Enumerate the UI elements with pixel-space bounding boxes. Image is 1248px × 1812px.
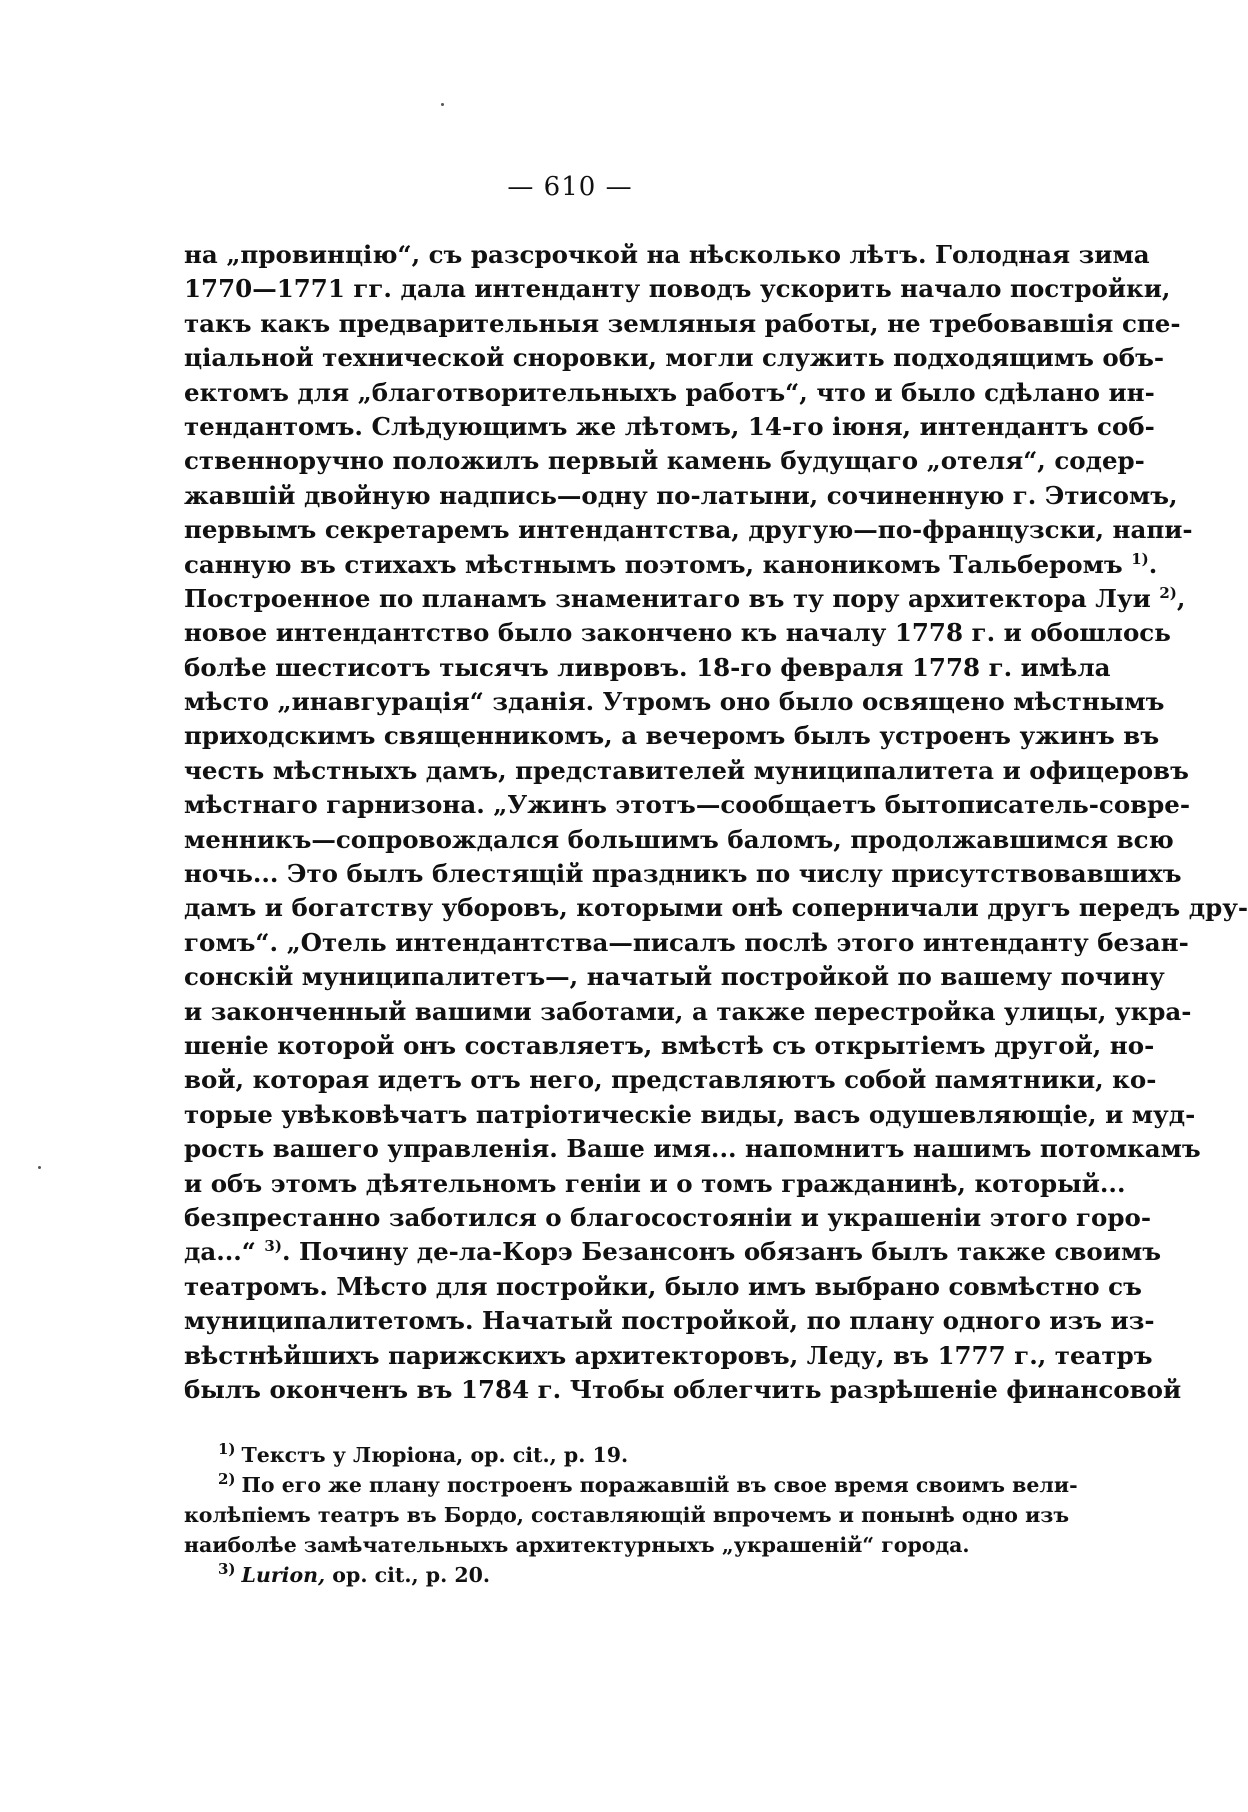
footnotes: [184, 1440, 1078, 1590]
footnote-2-cont: наиболѣе замѣчательныхъ архитектурныхъ „украшеній“ города.: [184, 1533, 970, 1557]
footnote-ref-1: 1): [1131, 549, 1149, 568]
text-line-with-ref: [184, 548, 1158, 582]
main-text: [184, 238, 1248, 1407]
text-line: приходскимъ священникомъ, а вечеромъ былъ устроенъ ужинъ въ: [184, 721, 1160, 751]
text-line: такъ какъ предварительныя земляныя работы, не требовавшія спе-: [184, 308, 1181, 338]
text-line-with-ref: [184, 582, 1186, 616]
text-line: мѣстнаго гарнизона. „Ужинъ этотъ—сообщаетъ бытописатель-совре-: [184, 790, 1191, 820]
footnote-2-cont: колѣпіемъ театръ въ Бордо, составляющій впрочемъ и понынѣ одно изъ: [184, 1503, 1070, 1527]
text-segment: да...“: [184, 1237, 256, 1267]
text-line: менникъ—сопровождался большимъ баломъ, продолжавшимся всю: [184, 824, 1174, 854]
text-line: ектомъ для „благотворительныхъ работъ“, что и было сдѣлано ин-: [184, 377, 1155, 407]
text-line: жавшій двойную надпись—одну по-латыни, сочиненную г. Этисомъ,: [184, 480, 1178, 510]
text-line: былъ оконченъ въ 1784 г. Чтобы облегчить разрѣшеніе финансовой: [184, 1374, 1182, 1404]
text-line: болѣе шестисотъ тысячъ ливровъ. 18-го февраля 1778 г. имѣла: [184, 652, 1111, 682]
text-line: первымъ секретаремъ интендантства, другую—по-французски, напи-: [184, 515, 1193, 545]
scan-speck: [441, 103, 444, 106]
footnote-2: [184, 1470, 1078, 1500]
text-line: мѣсто „инавгурація“ зданія. Утромъ оно было освящено мѣстнымъ: [184, 687, 1165, 717]
footnote-ref-3: 3): [264, 1237, 282, 1256]
scan-speck: [38, 1166, 41, 1169]
text-line: новое интендантство было закончено къ началу 1778 г. и обошлось: [184, 618, 1171, 648]
text-line: и объ этомъ дѣятельномъ геніи и о томъ гражданинѣ, который...: [184, 1168, 1126, 1198]
footnote-1-mark: 1): [218, 1440, 236, 1459]
text-line-with-ref: [184, 1235, 1162, 1269]
text-line: ственноручно положилъ первый камень будущаго „отеля“, содер-: [184, 446, 1145, 476]
text-line: муниципалитетомъ. Начатый постройкой, по плану одного изъ из-: [184, 1306, 1155, 1336]
text-line: ціальной технической сноровки, могли служить подходящимъ объ-: [184, 343, 1165, 373]
footnote-ref-2: 2): [1159, 583, 1177, 602]
text-segment: . Почину де-ла-Корэ Безансонъ обязанъ былъ также своимъ: [281, 1237, 1162, 1267]
footnote-3: [184, 1560, 1060, 1590]
punctuation: ,: [1176, 583, 1186, 613]
text-line: дамъ и богатству уборовъ, которыми онѣ соперничали другъ передъ дру-: [184, 893, 1248, 923]
text-line: безпрестанно заботился о благосостояніи и украшеніи этого горо-: [184, 1202, 1152, 1232]
footnote-3-text: op. cit., p. 20.: [325, 1563, 491, 1587]
punctuation: .: [1148, 549, 1158, 579]
page-number: — 610 —: [507, 172, 633, 202]
footnote-2-mark: 2): [218, 1470, 236, 1489]
footnote-3-mark: 3): [218, 1560, 236, 1579]
footnote-3-author: Lurion,: [241, 1563, 326, 1587]
footnote-1: [184, 1440, 1060, 1470]
text-line: вѣстнѣйшихъ парижскихъ архитекторовъ, Леду, въ 1777 г., театръ: [184, 1340, 1153, 1370]
footnote-2-text: По его же плану построенъ поражавшій въ свое время своимъ вели-: [241, 1473, 1078, 1497]
text-segment: Построенное по планамъ знаменитаго въ ту пору архитектора Луи: [184, 583, 1151, 613]
text-segment: санную въ стихахъ мѣстнымъ поэтомъ, каноникомъ Тальберомъ: [184, 549, 1123, 579]
text-line: торые увѣковѣчатъ патріотическіе виды, васъ одушевляющіе, и муд-: [184, 1099, 1196, 1129]
text-line: 1770—1771 гг. дала интенданту поводъ ускорить начало постройки,: [184, 274, 1171, 304]
text-line: сонскій муниципалитетъ—, начатый постройкой по вашему почину: [184, 962, 1165, 992]
text-line: и законченный вашими заботами, а также перестройка улицы, укра-: [184, 996, 1192, 1026]
text-line: гомъ“. „Отель интендантства—писалъ послѣ этого интенданту безан-: [184, 927, 1189, 957]
text-line: ночь... Это былъ блестящій праздникъ по числу присутствовавшихъ: [184, 859, 1182, 889]
text-line: на „провинцію“, съ разсрочкой на нѣсколько лѣтъ. Голодная зима: [184, 240, 1150, 269]
footnote-1-text: Текстъ у Люріона, op. cit., p. 19.: [241, 1443, 629, 1467]
text-line: театромъ. Мѣсто для постройки, было имъ выбрано совмѣстно съ: [184, 1271, 1142, 1301]
text-line: тендантомъ. Слѣдующимъ же лѣтомъ, 14-го іюня, интендантъ соб-: [184, 411, 1155, 441]
text-line: вой, которая идетъ отъ него, представляютъ собой памятники, ко-: [184, 1065, 1157, 1095]
text-line: рость вашего управленія. Ваше имя... напомнитъ нашимъ потомкамъ: [184, 1134, 1201, 1164]
text-line: шеніе которой онъ составляетъ, вмѣстѣ съ открытіемъ другой, но-: [184, 1030, 1155, 1060]
text-line: честь мѣстныхъ дамъ, представителей муниципалитета и офицеровъ: [184, 755, 1189, 785]
